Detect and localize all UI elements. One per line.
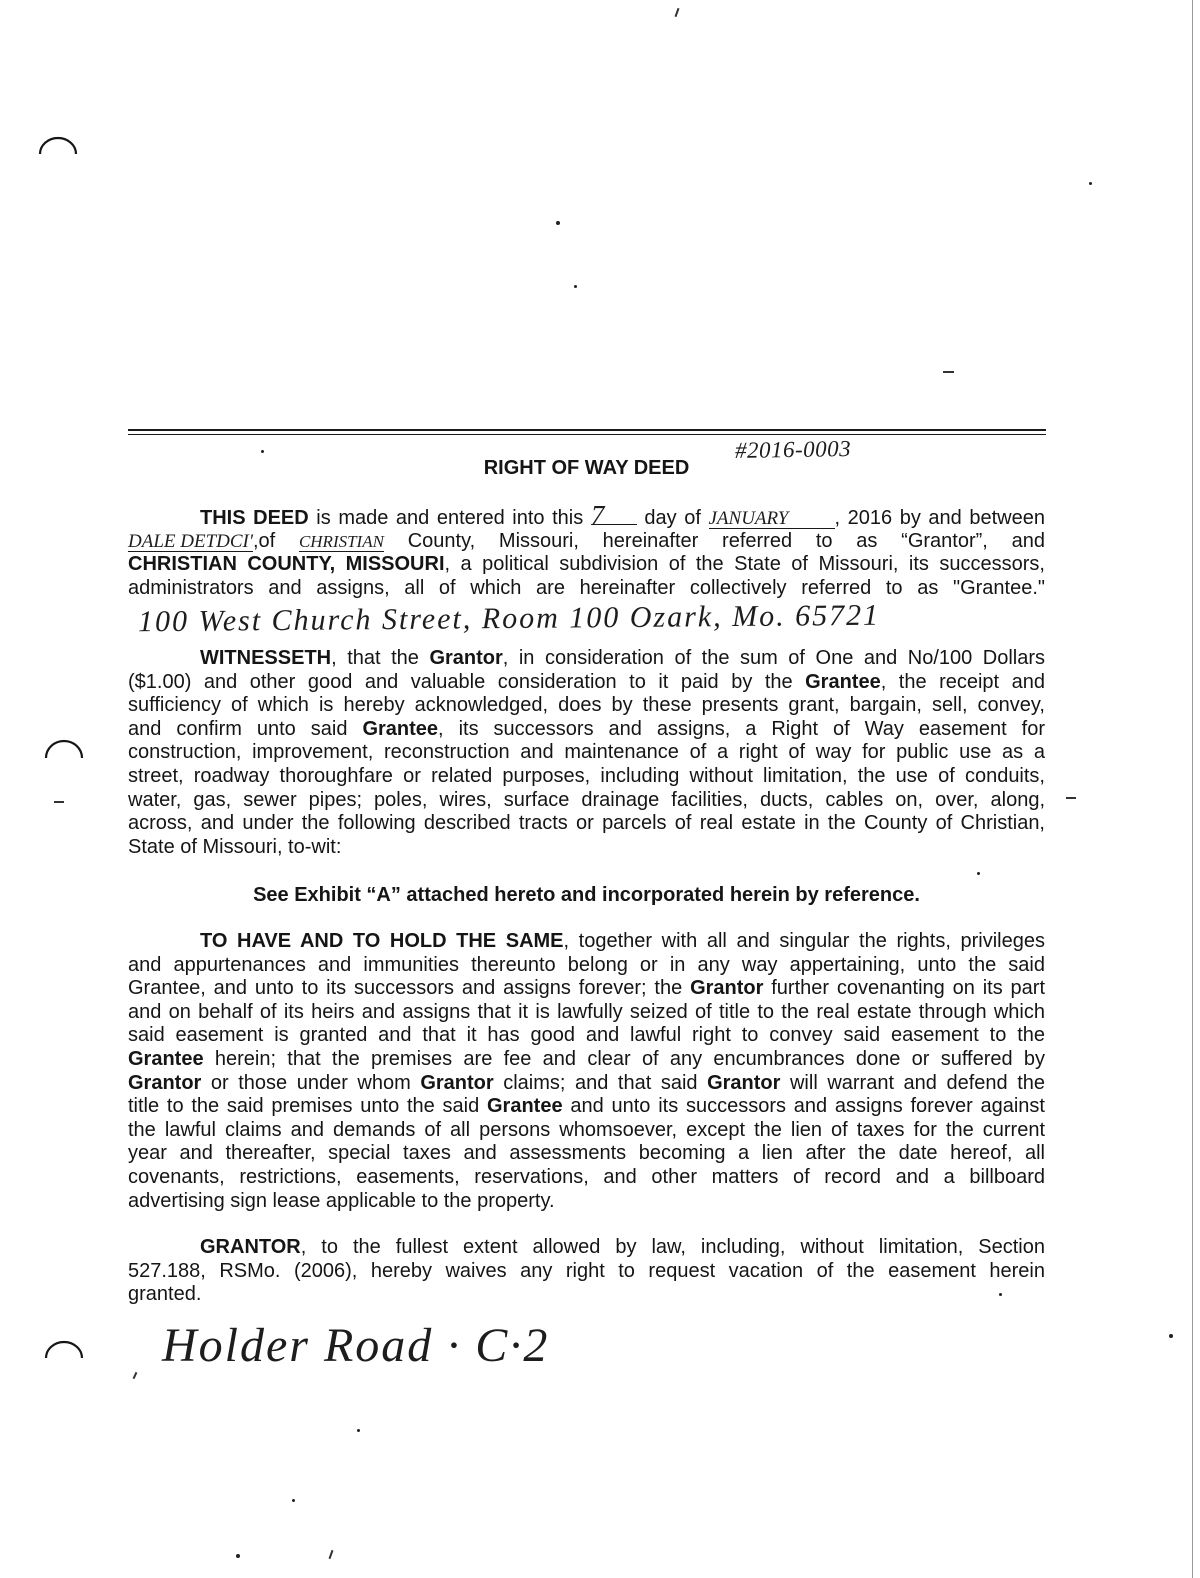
text-run: , 2016 by and between — [834, 507, 1045, 529]
scan-speck — [54, 801, 64, 803]
scan-speck — [999, 1293, 1002, 1296]
text-run: day of — [636, 507, 709, 529]
text-run: County, Missouri, hereinafter referred to as “Grantor”, and — [383, 529, 1045, 552]
text-line — [128, 1024, 1045, 1048]
text-run: water, gas, sewer pipes; poles, wires, surface drainage facilities, ducts, cables on, over, along, — [128, 788, 1045, 811]
text-line — [128, 1236, 1045, 1260]
text-run: or those under whom — [201, 1071, 421, 1094]
text-line — [128, 718, 1045, 742]
handwritten-fill-in: DALE DETDCI' — [128, 530, 253, 552]
text-line — [128, 647, 1045, 671]
scan-speck — [261, 450, 264, 453]
text-line — [128, 530, 1045, 554]
text-line — [128, 1283, 1045, 1307]
bold-text: Grantee — [487, 1095, 563, 1118]
text-run: construction, improvement, reconstruction and maintenance of a right of way for public use as a — [128, 741, 1045, 764]
text-line — [128, 1190, 1045, 1214]
text-run: covenants, restrictions, easements, reservations, and other matters of record and a billboard — [128, 1165, 1045, 1188]
text-run: granted. — [128, 1283, 202, 1306]
bold-text: GRANTOR — [200, 1236, 301, 1258]
text-line — [128, 1095, 1045, 1119]
document-title: RIGHT OF WAY DEED — [483, 457, 690, 479]
text-line — [128, 671, 1045, 695]
text-run: year and thereafter, special taxes and assessments becoming a lien after the date hereof, all — [128, 1142, 1045, 1165]
text-line — [128, 977, 1045, 1001]
witnesseth-paragraph — [128, 647, 1045, 859]
bold-text: Grantee — [362, 717, 439, 740]
text-run: , together with all and singular the rights, privileges — [563, 930, 1045, 952]
text-line — [128, 1001, 1045, 1025]
waiver-paragraph — [128, 1236, 1045, 1307]
exhibit-reference: See Exhibit “A” attached hereto and incorporated herein by reference. — [253, 884, 920, 906]
text-run: , its successors and assigns, a Right of Way easement for — [438, 717, 1046, 740]
text-line — [128, 765, 1045, 789]
text-run: is made and entered into this — [308, 507, 591, 529]
text-run: , to the fullest extent allowed by law, including, without limitation, Section — [300, 1236, 1045, 1258]
header-rule — [128, 434, 1046, 435]
text-run: and on behalf of its heirs and assigns that it is lawfully seized of title to the real estate through which — [128, 1000, 1045, 1023]
header-rule — [128, 429, 1046, 431]
text-run: , the receipt and — [880, 670, 1045, 693]
text-line — [128, 1142, 1045, 1166]
scan-speck — [943, 371, 954, 373]
text-run: ,of — [252, 529, 299, 552]
bold-text: TO HAVE AND TO HOLD THE SAME — [200, 930, 564, 952]
text-line — [128, 1166, 1045, 1190]
text-run: further covenanting on its part — [763, 977, 1046, 1000]
handwritten-fill-in: JANUARY — [709, 510, 835, 529]
text-line — [128, 694, 1045, 718]
scan-speck — [1169, 1334, 1173, 1338]
text-run: the lawful claims and demands of all persons whomsoever, except the lien of taxes for the current — [128, 1118, 1045, 1141]
habendum-paragraph — [128, 930, 1045, 1213]
scan-speck — [133, 1372, 138, 1379]
text-line — [128, 1048, 1045, 1072]
text-line — [128, 1072, 1045, 1096]
text-run: State of Missouri, to-wit: — [128, 835, 342, 858]
text-line — [128, 812, 1045, 836]
text-run: street, roadway thoroughfare or related purposes, including without limitation, the use of conduits, — [128, 764, 1045, 787]
punch-hole — [36, 120, 80, 160]
text-run: administrators and assigns, all of which are hereinafter collectively referred to as "Grantee." — [128, 576, 1045, 599]
text-line — [128, 789, 1045, 813]
text-run: , a political subdivision of the State of Missouri, its successors, — [444, 553, 1045, 576]
text-run: and unto its successors and assigns forever against — [562, 1095, 1045, 1118]
bold-text: THIS DEED — [200, 507, 309, 529]
text-line — [128, 1260, 1045, 1284]
text-run: and appurtenances and immunities thereunto belong or in any way appertaining, unto the said — [128, 953, 1045, 976]
bold-text: Grantor — [420, 1071, 494, 1094]
scan-speck — [574, 285, 577, 288]
text-line — [128, 930, 1045, 954]
intro-paragraph — [128, 500, 1045, 600]
text-run: title to the said premises unto the said — [128, 1095, 487, 1118]
text-run: Grantee, and unto to its successors and assigns forever; the — [128, 977, 691, 1000]
text-line — [128, 954, 1045, 978]
text-run: claims; and that said — [493, 1071, 708, 1094]
text-run: will warrant and defend the — [780, 1071, 1046, 1094]
text-run: and confirm unto said — [128, 717, 363, 740]
text-run: sufficiency of which is hereby acknowledged, does by these presents grant, bargain, sell, convey, — [128, 694, 1045, 717]
text-line — [128, 577, 1045, 601]
bold-text: Grantor — [690, 977, 764, 1000]
scan-speck — [357, 1429, 360, 1432]
text-run: ($1.00) and other good and valuable consideration to it paid by the — [128, 670, 806, 693]
punch-hole — [42, 1324, 86, 1364]
text-line — [128, 1119, 1045, 1143]
scan-speck — [1089, 182, 1092, 185]
scan-page-edge — [1192, 0, 1193, 1578]
scan-speck — [292, 1499, 295, 1502]
bold-text: Grantor — [429, 647, 503, 669]
text-run: across, and under the following described tracts or parcels of real estate in the County of Christian, — [128, 812, 1045, 835]
handwritten-case-number: #2016-0003 — [734, 435, 852, 464]
scan-speck — [1066, 797, 1076, 799]
text-run: advertising sign lease applicable to the property. — [128, 1189, 555, 1212]
text-run: said easement is granted and that it has good and lawful right to convey said easement to the — [128, 1024, 1045, 1047]
bold-text: Grantee — [805, 670, 881, 693]
bold-text: Grantee — [128, 1047, 204, 1070]
text-line — [128, 836, 1045, 860]
bold-text: CHRISTIAN COUNTY, MISSOURI — [128, 553, 445, 576]
text-run: 527.188, RSMo. (2006), hereby waives any right to request vacation of the easement herein — [128, 1259, 1045, 1282]
handwritten-grantee-address: 100 West Church Street, Room 100 Ozark, Mo. 65721 — [137, 598, 881, 639]
text-run: , that the — [331, 647, 430, 669]
handwritten-fill-in: 7 — [591, 506, 637, 525]
scan-speck — [236, 1554, 240, 1558]
handwritten-fill-in: CHRISTIAN — [298, 531, 384, 551]
text-line — [128, 500, 1045, 530]
scan-speck — [675, 8, 680, 17]
text-line — [128, 741, 1045, 765]
bold-text: Grantor — [128, 1071, 202, 1094]
punch-hole — [42, 722, 86, 764]
handwritten-note: Holder Road · C·2 — [162, 1319, 550, 1372]
scan-speck — [329, 1550, 334, 1559]
scan-speck — [977, 872, 980, 875]
bold-text: Grantor — [707, 1071, 781, 1094]
bold-text: WITNESSETH — [200, 647, 332, 669]
text-line — [128, 553, 1045, 577]
text-run: , in consideration of the sum of One and No/100 Dollars — [502, 647, 1046, 669]
text-run: herein; that the premises are fee and clear of any encumbrances done or suffered by — [203, 1047, 1045, 1070]
scan-speck — [556, 221, 560, 225]
